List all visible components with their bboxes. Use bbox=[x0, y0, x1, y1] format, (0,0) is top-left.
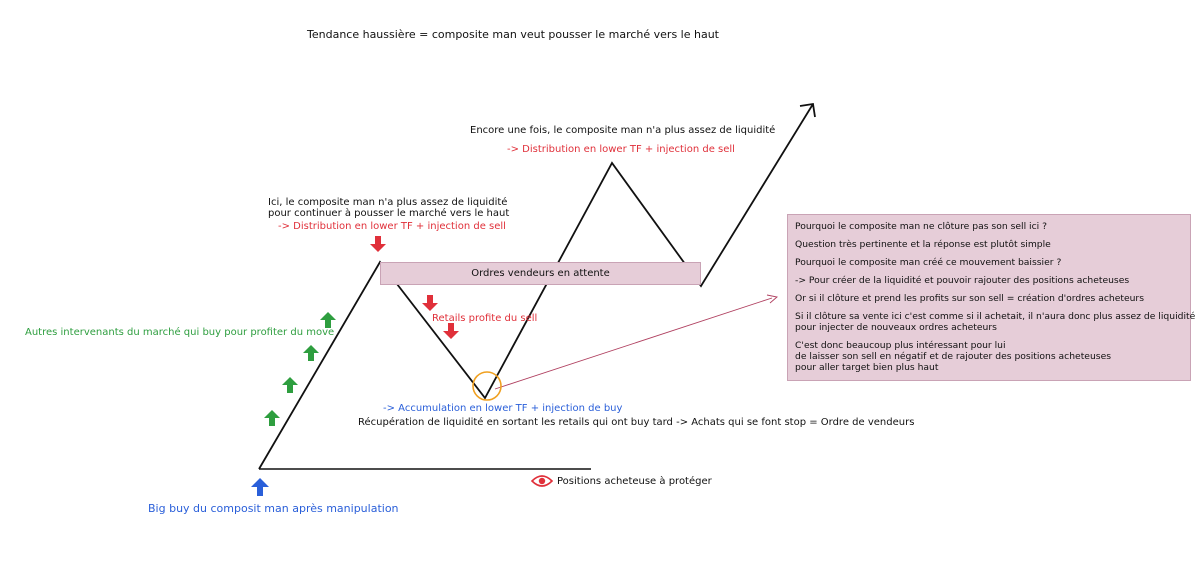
up-arrow-icon bbox=[282, 377, 298, 393]
info-line: C'est donc beaucoup plus intéressant pour lui de laisser son sell en négatif et de rajouter des positions acheteuses pour aller target bien plus haut bbox=[795, 340, 1112, 373]
big-buy-label: Big buy du composit man après manipulation bbox=[148, 502, 399, 515]
page-title: Tendance haussière = composite man veut pousser le marché vers le haut bbox=[307, 28, 719, 41]
accumulation-label: -> Accumulation en lower TF + injection de buy bbox=[383, 403, 623, 414]
top-distribution: -> Distribution en lower TF + injection de sell bbox=[507, 144, 735, 155]
info-line: Pourquoi le composite man ne clôture pas son sell ici ? bbox=[795, 221, 1047, 232]
left-distribution: -> Distribution en lower TF + injection de sell bbox=[278, 221, 506, 232]
path-arrowhead-icon bbox=[800, 104, 815, 117]
info-line: Question très pertinente et la réponse est plutôt simple bbox=[795, 239, 1051, 250]
eye-icon bbox=[531, 474, 553, 488]
info-line: Or si il clôture et prend les profits sur son sell = création d'ordres acheteurs bbox=[795, 293, 1144, 304]
recuperation-label: Récupération de liquidité en sortant les retails qui ont buy tard -> Achats qui se font stop = Ordre de vendeurs bbox=[358, 417, 915, 428]
left-note-line-2: pour continuer à pousser le marché vers le haut bbox=[268, 208, 510, 219]
others-label: Autres intervenants du marché qui buy pour profiter du move bbox=[25, 327, 335, 338]
up-arrow-icon bbox=[251, 478, 269, 496]
info-line: Si il clôture sa vente ici c'est comme si il achetait, il n'aura donc plus assez de liquidité pour injecter de nouveaux ordres acheteurs bbox=[795, 311, 1196, 333]
info-box bbox=[787, 214, 1196, 381]
left-note-line-1: Ici, le composite man n'a plus assez de liquidité bbox=[268, 197, 508, 208]
up-arrow-icon bbox=[264, 410, 280, 426]
down-arrow-icon bbox=[443, 323, 459, 339]
positions-label: Positions acheteuse à protéger bbox=[557, 476, 712, 487]
zone-label: Ordres vendeurs en attente bbox=[471, 268, 610, 279]
link-line bbox=[495, 298, 772, 389]
sell-orders-zone bbox=[380, 262, 701, 285]
up-arrow-icon bbox=[303, 345, 319, 361]
down-arrow-icon bbox=[422, 295, 438, 311]
retails-label: Retails profite du sell bbox=[432, 313, 538, 324]
info-line: -> Pour créer de la liquidité et pouvoir rajouter des positions acheteuses bbox=[795, 275, 1130, 286]
top-note: Encore une fois, le composite man n'a plus assez de liquidité bbox=[470, 125, 776, 136]
info-line: Pourquoi le composite man créé ce mouvement baissier ? bbox=[795, 257, 1062, 268]
down-arrow-icon bbox=[370, 236, 386, 252]
up-arrow-icon bbox=[320, 312, 336, 328]
